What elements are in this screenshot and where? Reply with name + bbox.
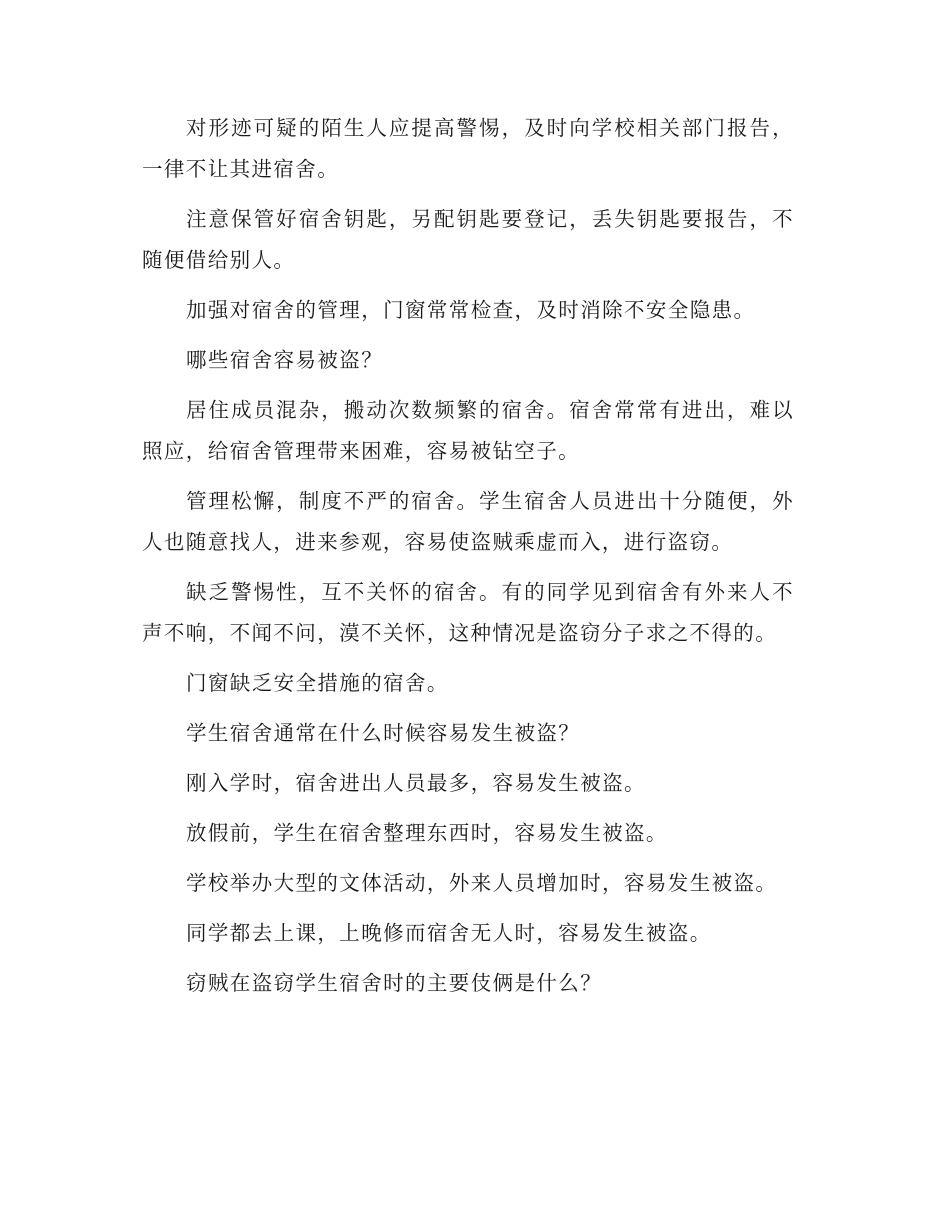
paragraph: 对形迹可疑的陌生人应提高警惕，及时向学校相关部门报告，一律不让其进宿舍。 xyxy=(142,116,794,181)
paragraph: 刚入学时，宿舍进出人员最多，容易发生被盗。 xyxy=(186,771,646,795)
paragraph: 加强对宿舍的管理，门窗常常检查，及时消除不安全隐患。 xyxy=(186,298,756,322)
question-heading: 学生宿舍通常在什么时候容易发生被盗？ xyxy=(186,721,581,745)
document-body xyxy=(142,108,794,1013)
paragraph: 门窗缺乏安全措施的宿舍。 xyxy=(186,671,449,695)
paragraph: 放假前，学生在宿舍整理东西时，容易发生被盗。 xyxy=(186,821,668,845)
question-heading: 窃贼在盗窃学生宿舍时的主要伎俩是什么？ xyxy=(186,971,603,995)
paragraph: 同学都去上课，上晚修而宿舍无人时，容易发生被盗。 xyxy=(186,921,712,945)
paragraph: 学校举办大型的文体活动，外来人员增加时，容易发生被盗。 xyxy=(186,871,778,895)
paragraph: 注意保管好宿舍钥匙，另配钥匙要登记，丢失钥匙要报告，不随便借给别人。 xyxy=(142,207,794,272)
paragraph: 居住成员混杂，搬动次数频繁的宿舍。宿舍常常有进出，难以照应，给宿舍管理带来困难，容易被钻空子。 xyxy=(142,398,794,463)
paragraph: 缺乏警惕性，互不关怀的宿舍。有的同学见到宿舍有外来人不声不响，不闻不问，漠不关怀，这种情况是盗窃分子求之不得的。 xyxy=(142,580,794,645)
paragraph: 管理松懈，制度不严的宿舍。学生宿舍人员进出十分随便，外人也随意找人，进来参观，容易使盗贼乘虚而入，进行盗窃。 xyxy=(142,489,794,554)
question-heading: 哪些宿舍容易被盗？ xyxy=(186,348,384,372)
